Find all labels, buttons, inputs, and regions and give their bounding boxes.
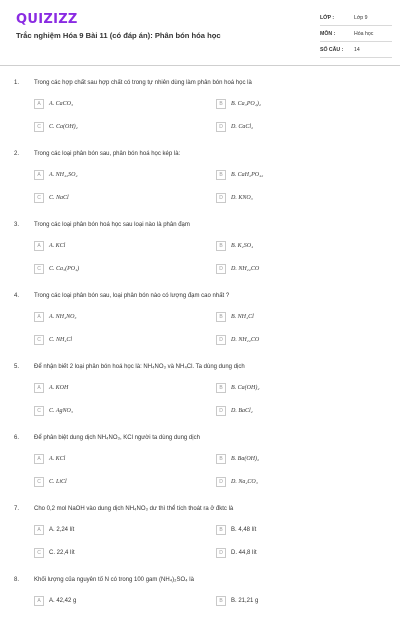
meta-row-subject xyxy=(320,26,392,42)
option-letter-box: A xyxy=(34,170,44,180)
option-text: A. KOH xyxy=(49,385,69,391)
option-letter-box: A xyxy=(34,383,44,393)
question-number: 7. xyxy=(14,506,20,512)
option-letter-box: B xyxy=(216,596,226,606)
option-text: C. AgNO₃ xyxy=(49,408,73,414)
option-text: C. Ca(OH)₂ xyxy=(49,124,78,130)
document-header xyxy=(0,0,400,62)
option-text: B. 4,48 lít xyxy=(231,527,257,533)
option-b[interactable] xyxy=(216,453,376,465)
question-text: Trong các loại phân bón sau, loại phân bón nào có lượng đạm cao nhất ? xyxy=(34,293,230,299)
question-text: Khối lượng của nguyên tố N có trong 100 gam (NH₄)₂SO₄ là xyxy=(34,577,194,583)
option-letter-box: B xyxy=(216,170,226,180)
option-text: A. 2,24 lít xyxy=(49,527,75,533)
option-letter-box: C xyxy=(34,406,44,416)
option-letter-box: D xyxy=(216,548,226,558)
option-text: D. 44,8 lít xyxy=(231,550,257,556)
option-a[interactable] xyxy=(34,453,194,465)
header-divider xyxy=(0,65,400,66)
question-number: 5. xyxy=(14,364,20,370)
option-d[interactable] xyxy=(216,476,376,488)
option-text: D. Na₂CO₃ xyxy=(231,479,258,485)
meta-label: SỐ CÂU : xyxy=(320,46,344,53)
option-a[interactable] xyxy=(34,169,194,181)
option-letter-box: A xyxy=(34,241,44,251)
meta-value: 14 xyxy=(354,46,360,53)
option-letter-box: D xyxy=(216,406,226,416)
option-d[interactable] xyxy=(216,121,376,133)
question-text: Để phân biệt dung dịch NH₄NO₃, KCl người ta dùng dung dịch xyxy=(34,435,200,441)
option-a[interactable] xyxy=(34,311,194,323)
meta-table xyxy=(320,10,392,58)
option-text: C. LiCl xyxy=(49,479,67,485)
option-d[interactable] xyxy=(216,263,376,275)
question-number: 8. xyxy=(14,577,20,583)
option-text: D. NH₂₂CO xyxy=(231,337,260,343)
option-text: C. NaCl xyxy=(49,195,69,201)
option-d[interactable] xyxy=(216,405,376,417)
document-title: Trắc nghiệm Hóa 9 Bài 11 (có đáp án): Phân bón hóa học xyxy=(16,31,221,40)
option-letter-box: A xyxy=(34,454,44,464)
question-text: Cho 0,2 mol NaOH vào dung dịch NH₄NO₃ dư thì thể tích thoát ra ở đktc là xyxy=(34,506,234,512)
option-text: C. 22,4 lít xyxy=(49,550,75,556)
question-6 xyxy=(0,431,400,502)
question-number: 1. xyxy=(14,80,20,86)
option-b[interactable] xyxy=(216,524,376,536)
option-text: B. 21,21 g xyxy=(231,598,259,604)
option-text: B. Ba(OH)₂ xyxy=(231,456,260,462)
option-text: B. K₂SO₄ xyxy=(231,243,254,249)
option-letter-box: D xyxy=(216,264,226,274)
option-letter-box: D xyxy=(216,335,226,345)
question-8 xyxy=(0,573,400,644)
option-text: A. NH₄NO₃ xyxy=(49,314,77,320)
option-letter-box: C xyxy=(34,193,44,203)
option-a[interactable] xyxy=(34,240,194,252)
question-number: 2. xyxy=(14,151,20,157)
question-1 xyxy=(0,76,400,147)
option-letter-box: C xyxy=(34,264,44,274)
meta-value: Lớp 9 xyxy=(354,14,368,21)
option-d[interactable] xyxy=(216,334,376,346)
option-letter-box: B xyxy=(216,525,226,535)
option-text: D. KNO₃ xyxy=(231,195,253,201)
question-3 xyxy=(0,218,400,289)
question-list xyxy=(0,76,400,644)
option-b[interactable] xyxy=(216,595,376,607)
option-letter-box: B xyxy=(216,312,226,322)
option-letter-box: A xyxy=(34,312,44,322)
question-5 xyxy=(0,360,400,431)
option-letter-box: C xyxy=(34,335,44,345)
option-a[interactable] xyxy=(34,524,194,536)
option-text: A. 42,42 g xyxy=(49,598,77,604)
option-letter-box: B xyxy=(216,454,226,464)
question-text: Để nhận biết 2 loại phân bón hoá học là: NH₄NO₃ và NH₄Cl. Ta dùng dung dịch xyxy=(34,364,245,370)
option-text: C. NH₄Cl xyxy=(49,337,73,343)
option-text: A. NH₄₂SO₄ xyxy=(49,172,78,178)
option-d[interactable] xyxy=(216,192,376,204)
option-letter-box: B xyxy=(216,99,226,109)
option-text: A. KCl xyxy=(49,243,66,249)
option-a[interactable] xyxy=(34,595,194,607)
option-c[interactable] xyxy=(34,192,194,204)
option-letter-box: D xyxy=(216,122,226,132)
option-b[interactable] xyxy=(216,311,376,323)
option-b[interactable] xyxy=(216,382,376,394)
option-b[interactable] xyxy=(216,98,376,110)
option-c[interactable] xyxy=(34,263,194,275)
option-letter-box: A xyxy=(34,525,44,535)
option-a[interactable] xyxy=(34,98,194,110)
question-text: Trong các loại phân bón hoá học sau loại nào là phân đạm xyxy=(34,222,190,228)
meta-value: Hóa học xyxy=(354,30,374,37)
option-text: B. Ca(OH)₂ xyxy=(231,385,260,391)
option-letter-box: C xyxy=(34,122,44,132)
option-c[interactable] xyxy=(34,476,194,488)
question-7 xyxy=(0,502,400,573)
option-letter-box: B xyxy=(216,383,226,393)
option-text: B. Ca₃PO₄)₂ xyxy=(231,101,261,107)
option-letter-box: C xyxy=(34,548,44,558)
option-text: B. NH₄Cl xyxy=(231,314,254,320)
option-c[interactable] xyxy=(34,121,194,133)
question-text: Trong các hợp chất sau hợp chất có trong tự nhiên dùng làm phân bón hoá học là xyxy=(34,80,252,86)
option-text: D. CaCl₂ xyxy=(231,124,254,130)
option-text: B. CaH₂PO₄₂ xyxy=(231,172,264,178)
option-c[interactable] xyxy=(34,334,194,346)
meta-row-grade xyxy=(320,10,392,26)
option-c[interactable] xyxy=(34,405,194,417)
option-letter-box: B xyxy=(216,241,226,251)
question-number: 3. xyxy=(14,222,20,228)
question-number: 6. xyxy=(14,435,20,441)
meta-row-question-count xyxy=(320,42,392,58)
option-text: D. NH₂₂CO xyxy=(231,266,260,272)
question-2 xyxy=(0,147,400,218)
option-text: A. CaCO₃ xyxy=(49,101,74,107)
option-text: C. Ca₃(PO₄) xyxy=(49,266,80,272)
question-4 xyxy=(0,289,400,360)
option-a[interactable] xyxy=(34,382,194,394)
meta-label: LỚP : xyxy=(320,14,335,21)
option-c[interactable] xyxy=(34,547,194,559)
option-d[interactable] xyxy=(216,547,376,559)
question-text: Trong các loại phân bón sau, phân bón hoá học kép là: xyxy=(34,151,181,157)
option-b[interactable] xyxy=(216,240,376,252)
option-letter-box: D xyxy=(216,193,226,203)
option-text: A. KCl xyxy=(49,456,66,462)
option-b[interactable] xyxy=(216,169,376,181)
option-letter-box: A xyxy=(34,99,44,109)
option-letter-box: A xyxy=(34,596,44,606)
meta-label: MÔN : xyxy=(320,30,336,37)
option-text: D. BaCl₂ xyxy=(231,408,253,414)
question-number: 4. xyxy=(14,293,20,299)
option-letter-box: D xyxy=(216,477,226,487)
quizizz-logo: QUIZIZZ xyxy=(16,12,78,27)
option-letter-box: C xyxy=(34,477,44,487)
